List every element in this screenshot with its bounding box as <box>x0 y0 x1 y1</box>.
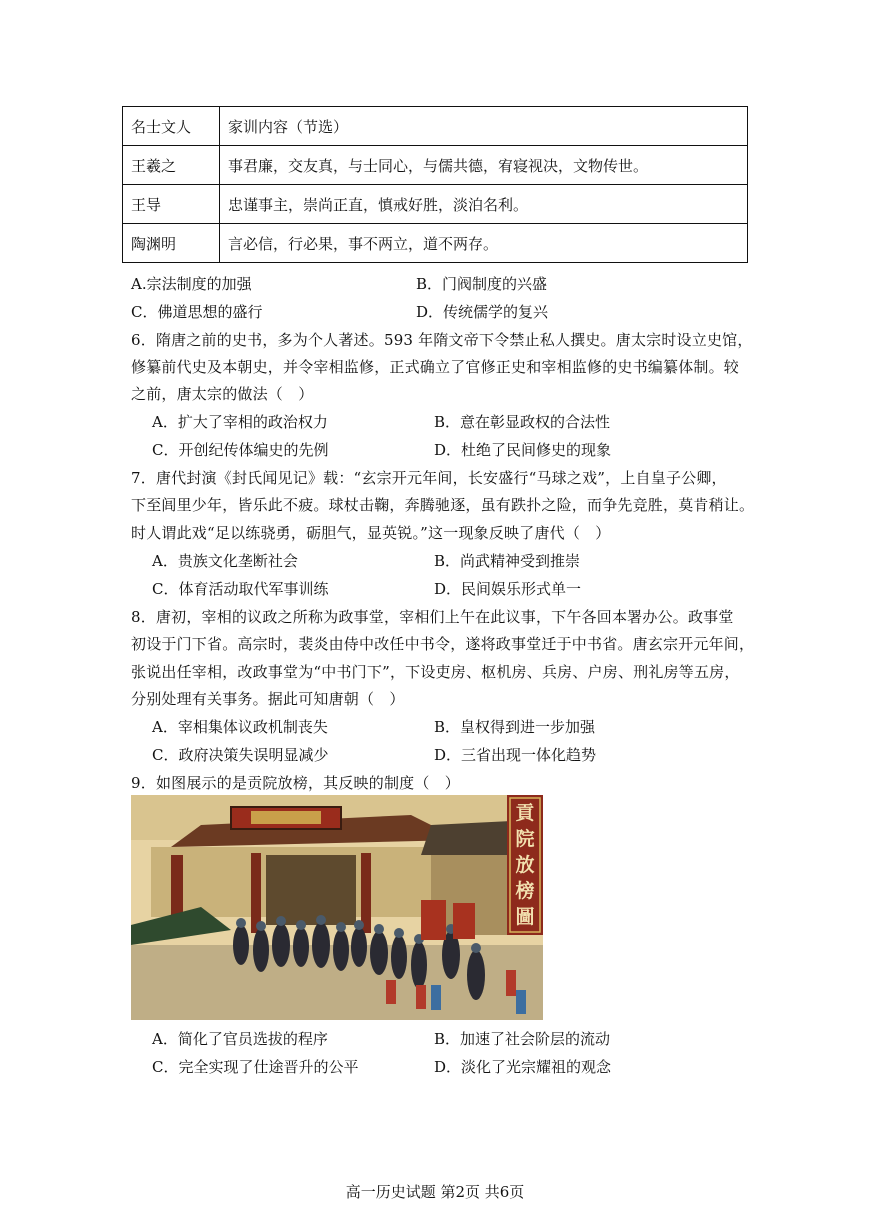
table-header-row <box>123 107 748 146</box>
table-row <box>123 224 748 263</box>
q7-stem-line: 7．唐代封演《封氏闻见记》载：“玄宗开元年间，长安盛行“马球之戏”，上自皇子公卿， <box>131 469 727 487</box>
q7-stem-line: 下至闾里少年，皆乐此不疲。球杖击鞠，奔腾驰逐，虽有跌扑之险，而争先竞胜，莫肯稍让。 <box>131 496 755 514</box>
table-header-cell: 家训内容（节选） <box>220 107 748 146</box>
q8-option-d: D．三省出现一体化趋势 <box>434 746 597 764</box>
q5-option-a: A.宗法制度的加强 <box>131 275 252 293</box>
painting-title-char: 貢 <box>515 802 535 824</box>
q9-option-a: A．简化了官员选拔的程序 <box>152 1030 328 1048</box>
q5-option-c: C．佛道思想的盛行 <box>131 303 263 321</box>
family-precepts-table <box>122 106 748 263</box>
q6-stem-line: 6．隋唐之前的史书，多为个人著述。593 年隋文帝下令禁止私人撰史。唐太宗时设立史馆， <box>131 331 753 349</box>
table-cell: 言必信，行必果，事不两立，道不两存。 <box>220 224 748 263</box>
table-row <box>123 146 748 185</box>
q6-stem-line: 之前，唐太宗的做法（ ） <box>131 385 314 403</box>
table-row <box>123 185 748 224</box>
q8-option-b: B．皇权得到进一步加强 <box>434 718 596 736</box>
painting-title-char: 放 <box>515 854 535 876</box>
table-cell: 事君廉，交友真，与士同心，与儒共德，宥寝视决，文物传世。 <box>220 146 748 185</box>
table-cell: 王导 <box>123 185 220 224</box>
q7-option-a: A．贵族文化垄断社会 <box>152 552 298 570</box>
q8-stem-line: 8．唐初，宰相的议政之所称为政事堂，宰相们上午在此议事，下午各回本署办公。政事堂 <box>131 608 734 626</box>
q9-option-d: D．淡化了光宗耀祖的观念 <box>434 1058 612 1076</box>
q8-stem-line: 张说出任宰相，改政事堂为“中书门下”，下设吏房、枢机房、兵房、户房、刑礼房等五房， <box>131 663 740 681</box>
table-header-cell: 名士文人 <box>123 107 220 146</box>
painting-title-char: 圖 <box>515 906 535 928</box>
q6-option-a: A．扩大了宰相的政治权力 <box>152 413 328 431</box>
painting-title-char: 院 <box>515 828 535 850</box>
q9-option-c: C．完全实现了仕途晋升的公平 <box>152 1058 359 1076</box>
q6-option-b: B．意在彰显政权的合法性 <box>434 413 611 431</box>
table-cell: 陶渊明 <box>123 224 220 263</box>
painting-title-char: 榜 <box>515 880 535 902</box>
table-cell: 忠谨事主，崇尚正直，慎戒好胜，淡泊名利。 <box>220 185 748 224</box>
exam-hall-list-painting <box>131 795 543 1020</box>
q7-option-d: D．民间娱乐形式单一 <box>434 580 582 598</box>
q5-option-d: D．传统儒学的复兴 <box>416 303 549 321</box>
q6-option-d: D．杜绝了民间修史的现象 <box>434 441 612 459</box>
table-cell: 王羲之 <box>123 146 220 185</box>
q8-option-a: A．宰相集体议政机制丧失 <box>152 718 328 736</box>
q7-stem-line: 时人谓此戏“足以练骁勇，砺胆气，显英锐。”这一现象反映了唐代（ ） <box>131 524 611 542</box>
q8-option-c: C．政府决策失误明显减少 <box>152 746 329 764</box>
q9-option-b: B．加速了社会阶层的流动 <box>434 1030 611 1048</box>
q9-stem: 9．如图展示的是贡院放榜，其反映的制度（ ） <box>131 774 460 792</box>
painting-title <box>511 800 539 930</box>
q6-stem-line: 修纂前代史及本朝史，并令宰相监修，正式确立了官修正史和宰相监修的史书编纂体制。较 <box>131 358 740 376</box>
q5-option-b: B．门阀制度的兴盛 <box>416 275 548 293</box>
q8-stem-line: 初设于门下省。高宗时，裴炎由侍中改任中书令，遂将政事堂迁于中书省。唐玄宗开元年间， <box>131 635 755 653</box>
q8-stem-line: 分别处理有关事务。据此可知唐朝（ ） <box>131 690 405 708</box>
page-footer: 高一历史试题 第2页 共6页 <box>345 1183 525 1201</box>
q6-option-c: C．开创纪传体编史的先例 <box>152 441 329 459</box>
q7-option-b: B．尚武精神受到推崇 <box>434 552 581 570</box>
q7-option-c: C．体育活动取代军事训练 <box>152 580 329 598</box>
